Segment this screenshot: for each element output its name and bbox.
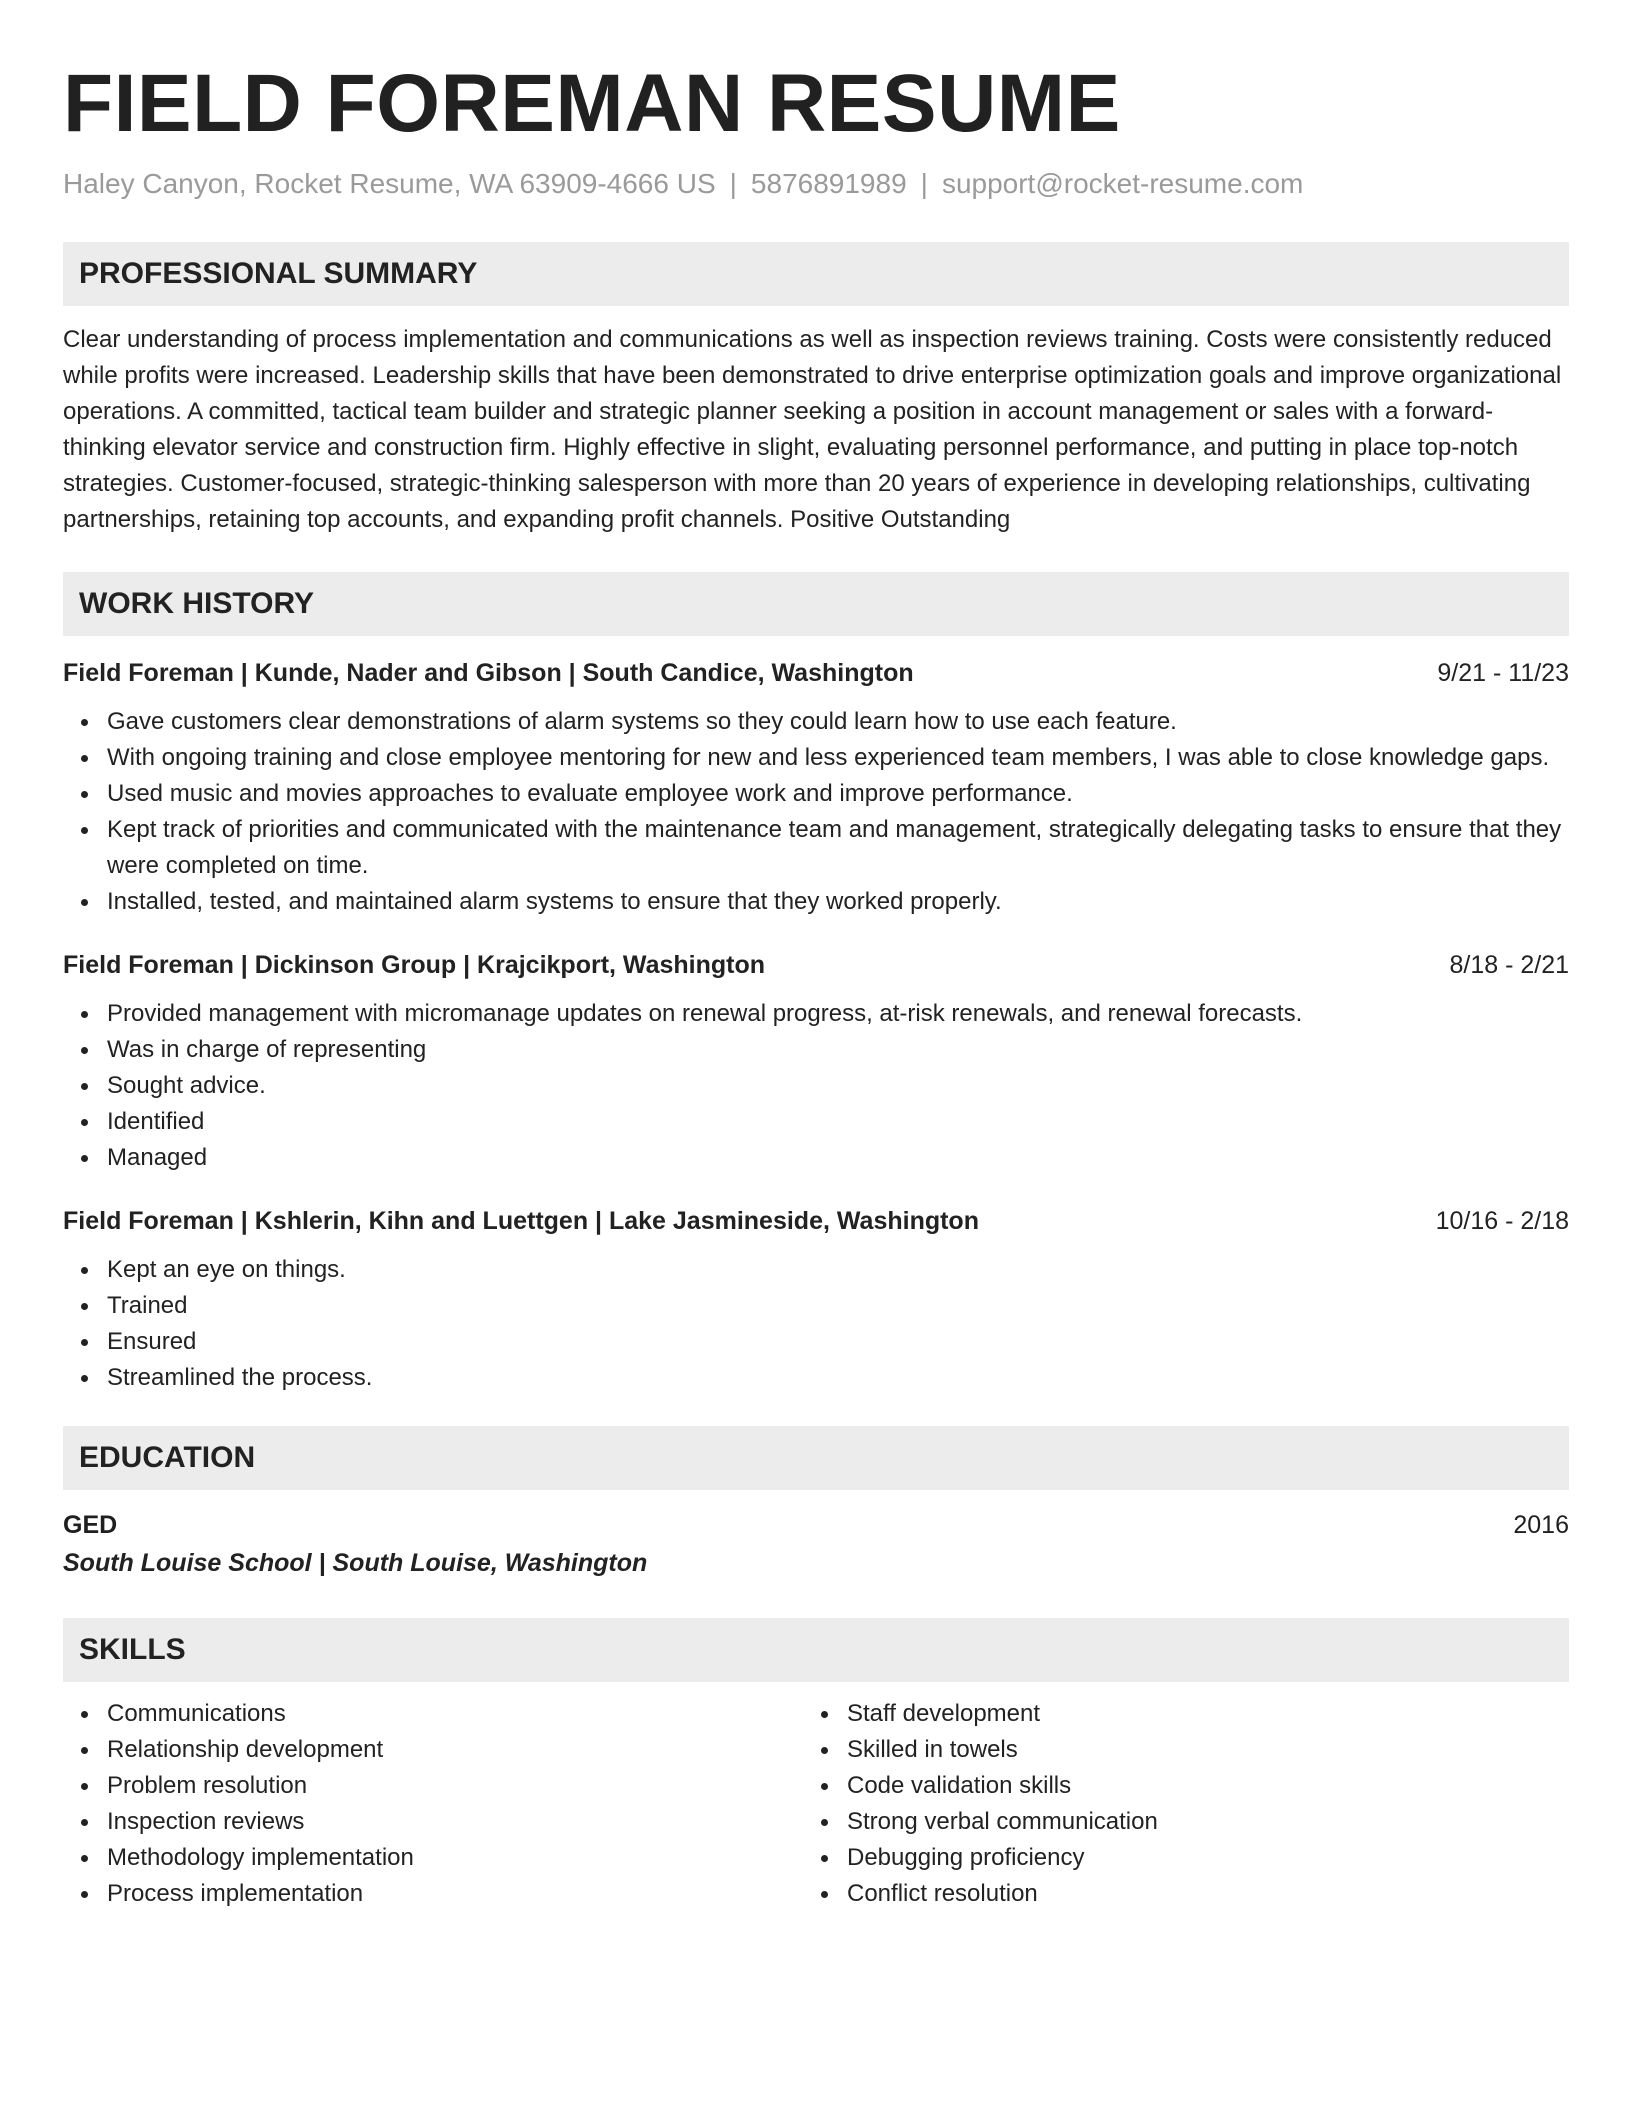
job-bullet: Sought advice. <box>107 1068 1569 1104</box>
skill-item: Conflict resolution <box>847 1876 1543 1912</box>
job-bullet: Managed <box>107 1140 1569 1176</box>
skill-item: Methodology implementation <box>107 1840 803 1876</box>
job-heading-line <box>63 948 1569 982</box>
job-entry <box>63 1204 1569 1396</box>
education-line <box>63 1508 1569 1542</box>
job-entry <box>63 948 1569 1176</box>
skill-item: Communications <box>107 1696 803 1732</box>
skill-item: Debugging proficiency <box>847 1840 1543 1876</box>
skill-item: Staff development <box>847 1696 1543 1732</box>
contact-email: support@rocket-resume.com <box>941 168 1304 199</box>
contact-address: Haley Canyon, Rocket Resume, WA 63909-4666 US <box>63 168 716 199</box>
job-dates: 8/18 - 2/21 <box>1449 951 1569 979</box>
job-bullet: Provided management with micromanage updates on renewal progress, at-risk renewals, and renewal forecasts. <box>107 996 1569 1032</box>
education-degree: GED <box>63 1511 118 1539</box>
job-bullet: Kept an eye on things. <box>107 1252 1569 1288</box>
job-dates: 9/21 - 11/23 <box>1437 659 1569 687</box>
job-heading-line <box>63 656 1569 690</box>
contact-separator: | <box>729 168 737 199</box>
section-header-education: EDUCATION <box>63 1426 1569 1490</box>
job-heading-line <box>63 1204 1569 1238</box>
skill-item: Process implementation <box>107 1876 803 1912</box>
skill-item: Inspection reviews <box>107 1804 803 1840</box>
skills-list <box>63 1696 803 1912</box>
job-title: Field Foreman | Kshlerin, Kihn and Luettgen | Lake Jasmineside, Washington <box>63 1207 979 1235</box>
skill-item: Relationship development <box>107 1732 803 1768</box>
job-title: Field Foreman | Dickinson Group | Krajcikport, Washington <box>63 951 766 979</box>
skill-item: Problem resolution <box>107 1768 803 1804</box>
education-school: South Louise School | South Louise, Washington <box>63 1549 648 1577</box>
job-bullet-list <box>63 996 1569 1176</box>
section-header-work-history: WORK HISTORY <box>63 572 1569 636</box>
job-bullet: With ongoing training and close employee mentoring for new and less experienced team members, I was able to close knowledge gaps. <box>107 740 1569 776</box>
job-bullet: Was in charge of representing <box>107 1032 1569 1068</box>
skills-list <box>803 1696 1543 1912</box>
contact-phone: 5876891989 <box>750 168 907 199</box>
job-bullet: Installed, tested, and maintained alarm systems to ensure that they worked properly. <box>107 884 1569 920</box>
skills-column-right <box>803 1696 1543 1912</box>
job-bullet: Gave customers clear demonstrations of alarm systems so they could learn how to use each feature. <box>107 704 1569 740</box>
job-bullet: Used music and movies approaches to evaluate employee work and improve performance. <box>107 776 1569 812</box>
job-bullet: Identified <box>107 1104 1569 1140</box>
education-year: 2016 <box>1513 1511 1569 1539</box>
job-title: Field Foreman | Kunde, Nader and Gibson | South Candice, Washington <box>63 659 914 687</box>
job-bullet-list <box>63 1252 1569 1396</box>
job-entry <box>63 656 1569 920</box>
summary-text: Clear understanding of process implementation and communications as well as inspection reviews training. Costs were consistently reduced while profits were increased. Leadership skills that have been demonstrated to drive enterprise optimization goals and improve organizational operations. A committed, tactical team builder and strategic planner seeking a position in account management or sales with a forward-thinking elevator service and construction firm. Highly effective in slight, evaluating personnel performance, and putting in place top-notch strategies. Customer-focused, strategic-thinking salesperson with more than 20 years of experience in developing relationships, cultivating partnerships, retaining top accounts, and expanding profit channels. Positive Outstanding <box>63 326 1562 533</box>
job-bullet-list <box>63 704 1569 920</box>
skills-columns <box>63 1696 1569 1912</box>
job-dates: 10/16 - 2/18 <box>1435 1207 1569 1235</box>
section-header-summary: PROFESSIONAL SUMMARY <box>63 242 1569 306</box>
contact-line <box>63 166 1569 202</box>
job-bullet: Streamlined the process. <box>107 1360 1569 1396</box>
skill-item: Skilled in towels <box>847 1732 1543 1768</box>
section-header-skills: SKILLS <box>63 1618 1569 1682</box>
skills-column-left <box>63 1696 803 1912</box>
page-title: FIELD FOREMAN RESUME <box>63 58 1121 149</box>
job-bullet: Ensured <box>107 1324 1569 1360</box>
skill-item: Strong verbal communication <box>847 1804 1543 1840</box>
job-bullet: Trained <box>107 1288 1569 1324</box>
contact-separator: | <box>920 168 928 199</box>
skill-item: Code validation skills <box>847 1768 1543 1804</box>
job-bullet: Kept track of priorities and communicated with the maintenance team and management, strategically delegating tasks to ensure that they were completed on time. <box>107 812 1569 884</box>
